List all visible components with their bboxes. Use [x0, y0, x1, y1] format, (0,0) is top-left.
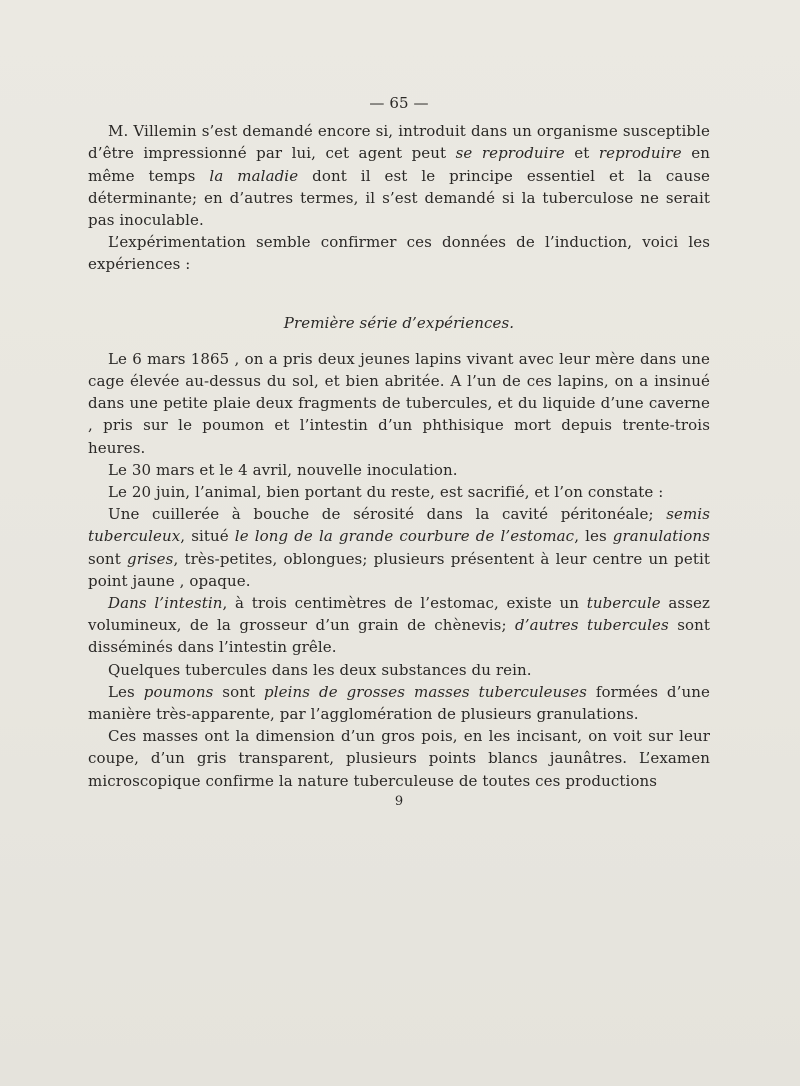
- text-run: sont: [213, 682, 265, 701]
- text-run: Le 6 mars 1865 , on a pris deux jeunes lapins vivant avec leur mère dans une cage élevée au-dessus du sol, et bien abritée. A l’un de ces lapins, on a insinué dans une petite plaie deux fragments de tubercules, et du liquide d’une caverne , pris sur le poumon et l’intestin d’un phthisique mort depuis trente-trois heures.: [88, 349, 710, 457]
- italic-text: Dans l’intestin: [108, 594, 223, 613]
- page-text: [88, 92, 710, 812]
- text-run: , les: [574, 527, 613, 546]
- text-run: Ces masses ont la dimension d’un gros pois, en les incisant, on voit sur leur coupe, d’un gris transparent, plusieurs points blancs jaunâtres. L’examen microscopique confirme la nature tuberculeuse de toutes ces productions: [88, 727, 710, 790]
- text-run: L’expérimentation semble confirmer ces données de l’induction, voici les expériences :: [88, 233, 710, 274]
- text-run: sont: [88, 549, 127, 568]
- paragraph: [88, 503, 710, 592]
- text-run: sont disséminés dans l’intestin grêle.: [88, 616, 711, 657]
- text-run: en même temps: [88, 144, 710, 185]
- italic-text: reproduire: [598, 144, 682, 163]
- text-run: Le 20 juin, l’animal, bien portant du reste, est sacrifié, et l’on constate :: [108, 483, 664, 502]
- text-run: M. Villemin s’est demandé encore si, introduit dans un organisme susceptible d’être impressionné par lui, cet agent peut: [88, 122, 710, 163]
- text-run: Les: [108, 682, 144, 701]
- italic-text: la maladie: [209, 166, 299, 185]
- paragraph: [88, 231, 710, 275]
- italic-text: pleins de grosses masses tuberculeuses: [264, 682, 587, 701]
- text-run: et: [564, 144, 599, 163]
- signature-mark: 9: [394, 793, 404, 809]
- paragraph: [88, 725, 710, 792]
- text-run: formées d’une manière très-apparente, par l’agglomération de plusieurs granulations.: [88, 682, 711, 724]
- text-run: , à trois centimètres de l’estomac, existe un: [222, 594, 587, 613]
- italic-text: se reproduire: [455, 144, 565, 163]
- paragraphs-intro: [88, 120, 710, 275]
- italic-text: d’autres tubercules: [515, 616, 669, 635]
- text-run: , situé: [180, 527, 235, 546]
- text-run: , très-petites, oblongues; plusieurs présentent à leur centre un petit point jaune , opaque.: [88, 549, 711, 590]
- text-run: assez volumineux, de la grosseur d’un grain de chènevis;: [88, 594, 710, 635]
- text-run: Quelques tubercules dans les deux substances du rein.: [108, 660, 532, 679]
- paragraph: [88, 459, 710, 481]
- italic-text: grises: [127, 549, 174, 568]
- text-run: Une cuillerée à bouche de sérosité dans la cavité péritonéale;: [108, 505, 667, 524]
- paragraph: [88, 348, 710, 459]
- paragraph: [88, 592, 710, 659]
- italic-text: tubercule: [586, 594, 661, 613]
- paragraph: [88, 481, 710, 503]
- page-number: — 65 —: [369, 94, 429, 112]
- text-run: dont il est le principe essentiel et la cause déterminante; en d’autres termes, il s’est demandé si la tuberculose ne serait pas inoculable.: [88, 166, 710, 230]
- section-title: Première série d’expériences.: [283, 313, 515, 332]
- paragraph: [88, 120, 710, 231]
- paragraphs-experiment: [88, 348, 710, 792]
- italic-text: granulations: [612, 527, 710, 546]
- text-run: Le 30 mars et le 4 avril, nouvelle inoculation.: [108, 460, 458, 479]
- italic-text: poumons: [143, 682, 214, 701]
- italic-text: semis tuberculeux: [88, 505, 710, 546]
- paragraph: [88, 659, 710, 681]
- paragraph: [88, 681, 710, 725]
- italic-text: le long de la grande courbure de l’estomac: [234, 527, 575, 546]
